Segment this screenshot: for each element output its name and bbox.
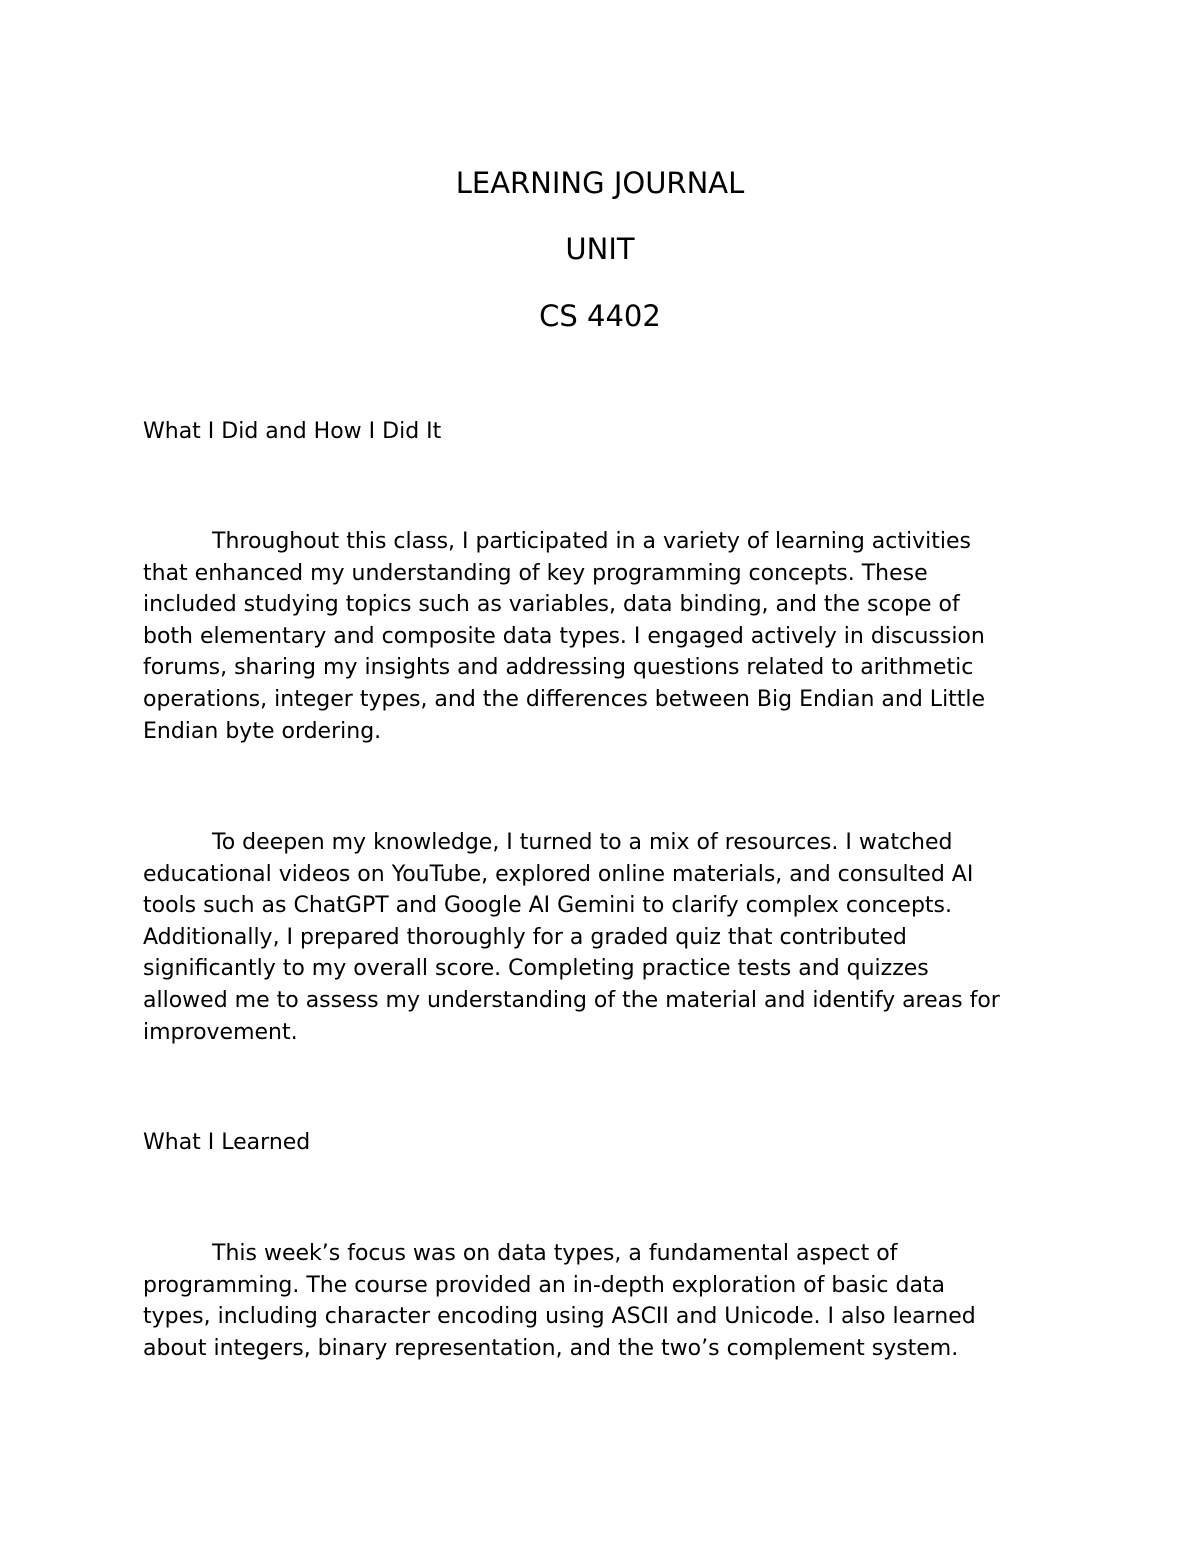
paragraph-line: To deepen my knowledge, I turned to a mix of resources. I watched: [212, 830, 953, 855]
paragraph-line: allowed me to assess my understanding of the material and identify areas for: [143, 987, 1000, 1013]
document-title: LEARNING JOURNAL: [455, 166, 745, 200]
paragraph-line: significantly to my overall score. Completing practice tests and quizzes: [143, 956, 929, 982]
section-heading-what-i-did: What I Did and How I Did It: [143, 419, 442, 444]
paragraph-activities: [143, 526, 1073, 747]
paragraph-line: This week’s focus was on data types, a fundamental aspect of: [212, 1241, 898, 1266]
paragraph-line: included studying topics such as variables, data binding, and the scope of: [143, 592, 960, 618]
paragraph-learned: [143, 1238, 1073, 1364]
section-heading-what-i-learned: What I Learned: [143, 1130, 311, 1155]
document-course-code: CS 4402: [539, 299, 661, 333]
paragraph-line: improvement.: [143, 1019, 298, 1045]
paragraph-line: operations, integer types, and the differences between Big Endian and Little: [143, 686, 986, 712]
paragraph-line: forums, sharing my insights and addressing questions related to arithmetic: [143, 655, 974, 681]
paragraph-line: Endian byte ordering.: [143, 718, 382, 744]
paragraph-line: types, including character encoding using ASCII and Unicode. I also learned: [143, 1304, 976, 1330]
paragraph-resources: [143, 827, 1073, 1048]
paragraph-line: tools such as ChatGPT and Google AI Gemini to clarify complex concepts.: [143, 893, 953, 919]
paragraph-line: educational videos on YouTube, explored online materials, and consulted AI: [143, 861, 974, 887]
paragraph-line: programming. The course provided an in-depth exploration of basic data: [143, 1272, 946, 1298]
document-unit: UNIT: [565, 232, 635, 266]
paragraph-line: about integers, binary representation, and the two’s complement system.: [143, 1335, 959, 1361]
paragraph-line: Additionally, I prepared thoroughly for a graded quiz that contributed: [143, 924, 907, 950]
paragraph-line: Throughout this class, I participated in a variety of learning activities: [212, 529, 971, 554]
paragraph-line: that enhanced my understanding of key programming concepts. These: [143, 560, 928, 586]
paragraph-line: both elementary and composite data types. I engaged actively in discussion: [143, 623, 985, 649]
